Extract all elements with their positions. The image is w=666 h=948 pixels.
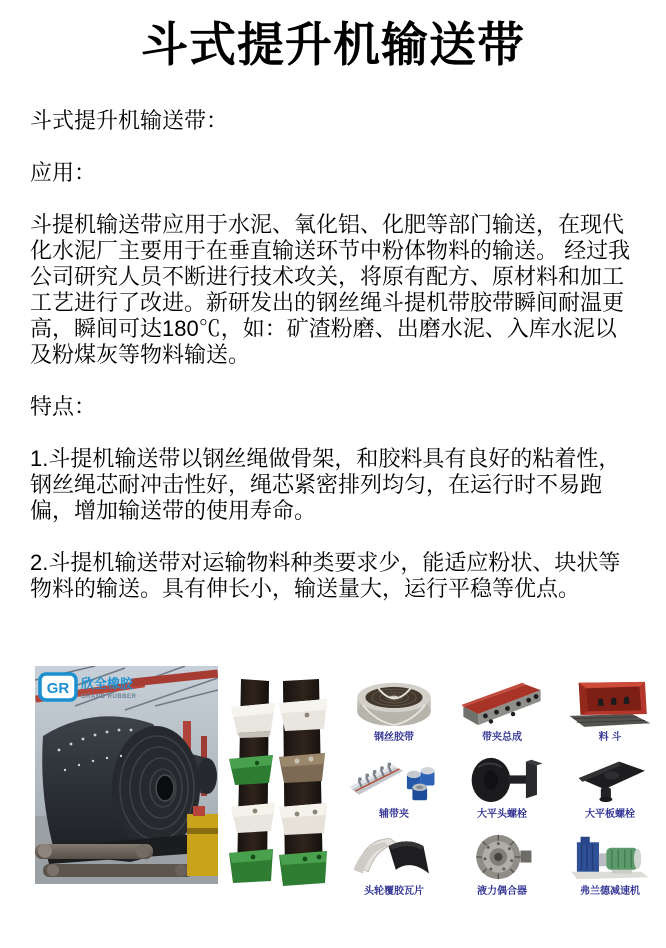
intro-line: 斗式提升机输送带： — [30, 108, 229, 133]
logo-name-en: GRAND RUBBER — [81, 694, 137, 700]
page-title: 斗式提升机输送带 — [141, 18, 525, 71]
feature-1-paragraph: 1.斗提机输送带以钢丝绳做骨架，和胶料具有良好的粘着性，钢丝绳芯耐冲击性好，绳芯紧密排列均匀，在运行时不易跑偏，增加输送带的使用寿命。 — [30, 446, 621, 523]
steel-wire-belt-image — [348, 677, 440, 729]
factory-scene-image — [35, 666, 218, 884]
product-label: 大平头螺栓 — [477, 809, 527, 820]
product-thumb-aux-belt-clamp — [340, 745, 448, 822]
factory-belt-roll-photo — [35, 666, 218, 884]
product-thumb-flat-head-bolt — [448, 745, 556, 822]
grand-rubber-logo — [40, 674, 137, 700]
product-thumb-fluid-coupling — [448, 822, 556, 899]
product-thumb-flender-reducer — [556, 822, 664, 899]
product-thumb-hopper — [556, 668, 664, 745]
application-paragraph: 斗提机输送带应用于水泥、氧化铝、化肥等部门输送，在现代化水泥厂主要用于在垂直输送环节中粉体物料的输送。 经过我公司研究人员不断进行技术攻关，将原有配方、原材料和加工工艺进行了改进。新研发出的钢丝绳斗提机带胶带瞬间耐温更高，瞬间可达180℃，如：矿渣粉磨、出磨水泥、入库水泥以及粉煤灰等物料输送。 — [30, 212, 631, 367]
features-heading: 特点： — [30, 394, 97, 419]
flat-plate-bolt-image — [564, 754, 656, 806]
article-body — [30, 108, 638, 628]
hopper-image — [564, 677, 656, 729]
application-heading: 应用： — [30, 160, 97, 185]
aux-belt-clamp-image — [348, 754, 440, 806]
logo-monogram: GR — [46, 680, 70, 697]
product-thumb-flat-plate-bolt — [556, 745, 664, 822]
product-label: 料 斗 — [598, 732, 622, 743]
flender-reducer-image — [564, 831, 656, 883]
bucket-display-board-photo — [227, 673, 330, 886]
bucket-board-image — [227, 673, 330, 886]
head-wheel-rubber-tile-image — [348, 831, 440, 883]
logo-name-cn: 欣全橡胶 — [81, 676, 134, 691]
product-thumb-steel-wire-belt — [340, 668, 448, 745]
fluid-coupling-image — [456, 831, 548, 883]
accessory-grid — [340, 668, 666, 899]
belt-clamp-assembly-image — [456, 677, 548, 729]
feature-2-paragraph: 2.斗提机输送带对运输物料种类要求少，能适应粉状、块状等物料的输送。具有伸长小，输送量大，运行平稳等优点。 — [30, 550, 621, 601]
product-label: 带夹总成 — [482, 732, 522, 743]
product-label: 钢丝胶带 — [374, 732, 414, 743]
product-thumb-belt-clamp-assembly — [448, 668, 556, 745]
product-label: 辅带夹 — [379, 809, 409, 820]
product-label: 大平板螺栓 — [585, 809, 635, 820]
product-label: 头轮覆胶瓦片 — [364, 886, 424, 897]
product-label: 液力偶合器 — [477, 886, 527, 897]
product-thumb-head-wheel-rubber-tile — [340, 822, 448, 899]
flat-head-bolt-image — [456, 754, 548, 806]
product-label: 弗兰德减速机 — [580, 886, 640, 897]
